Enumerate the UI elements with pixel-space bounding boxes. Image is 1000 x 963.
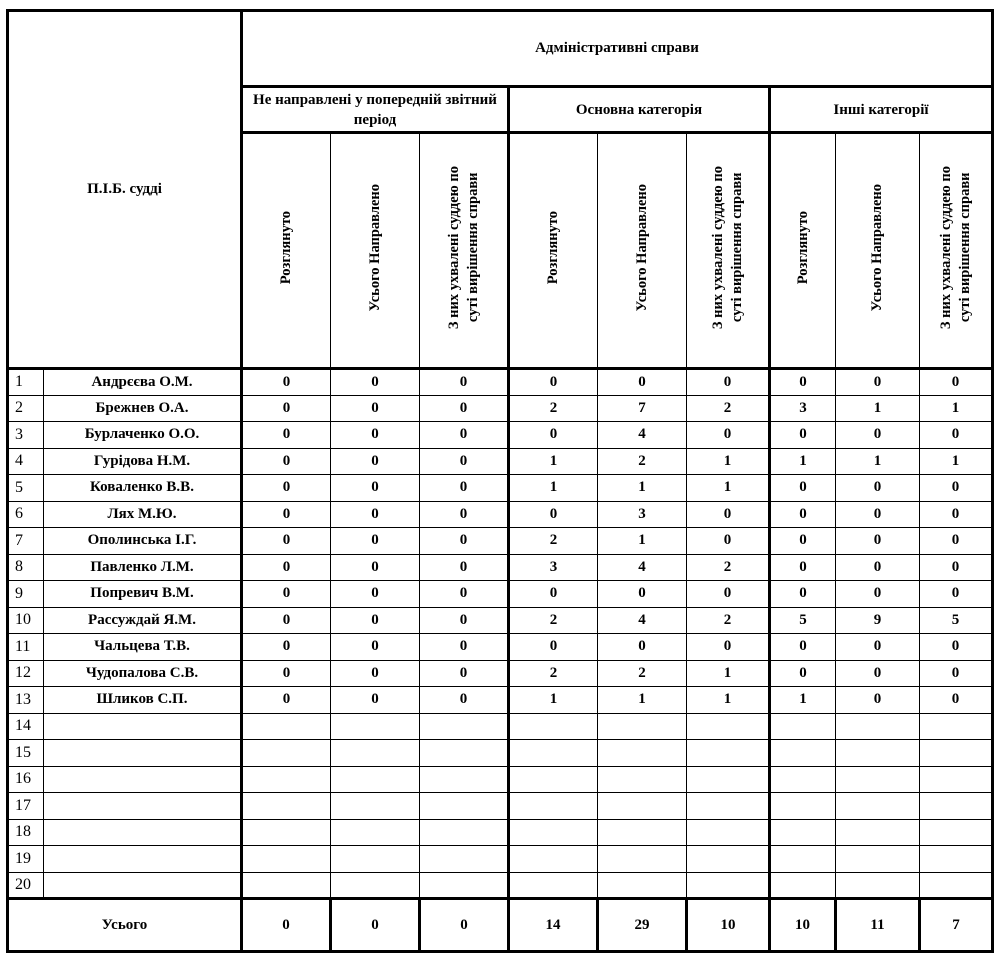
- sub-header-g1-c2: [331, 133, 420, 369]
- table-row: [8, 395, 993, 422]
- value-cell: 0: [598, 634, 687, 661]
- value-cell: 0: [836, 634, 920, 661]
- value-cell: [687, 846, 770, 873]
- sub-header-g3-c2: [836, 133, 920, 369]
- value-cell: 0: [331, 448, 420, 475]
- value-cell: 0: [836, 554, 920, 581]
- value-cell: 0: [687, 422, 770, 449]
- judge-name: Павленко Л.М.: [44, 554, 242, 581]
- value-cell: 0: [331, 369, 420, 396]
- value-cell: [331, 740, 420, 767]
- value-cell: 0: [331, 607, 420, 634]
- value-cell: [598, 740, 687, 767]
- value-cell: 4: [598, 554, 687, 581]
- admin-cases-table: [6, 9, 994, 953]
- value-cell: 0: [509, 369, 598, 396]
- value-cell: [331, 793, 420, 820]
- value-cell: 0: [836, 501, 920, 528]
- value-cell: [836, 740, 920, 767]
- table-row: [8, 422, 993, 449]
- sub-header-g2-c1: [509, 133, 598, 369]
- value-cell: 2: [598, 660, 687, 687]
- table-row: [8, 448, 993, 475]
- value-cell: 0: [836, 475, 920, 502]
- value-cell: 0: [687, 634, 770, 661]
- value-cell: 0: [509, 422, 598, 449]
- judge-name: [44, 740, 242, 767]
- value-cell: 0: [920, 501, 993, 528]
- table-row: [8, 634, 993, 661]
- row-number: 18: [8, 819, 44, 846]
- value-cell: [687, 793, 770, 820]
- value-cell: 1: [598, 475, 687, 502]
- value-cell: [598, 793, 687, 820]
- group-header-1: [242, 87, 509, 133]
- row-number: 13: [8, 687, 44, 714]
- value-cell: 4: [598, 422, 687, 449]
- value-cell: 0: [687, 581, 770, 608]
- value-cell: 1: [770, 448, 836, 475]
- judge-name-header-text: П.І.Б. судді: [87, 181, 162, 197]
- value-cell: 0: [598, 369, 687, 396]
- sub-header-g1-c1: [242, 133, 331, 369]
- judge-name: [44, 713, 242, 740]
- value-cell: 0: [920, 369, 993, 396]
- value-cell: 1: [509, 687, 598, 714]
- table-row: [8, 607, 993, 634]
- admin-cases-title: [242, 11, 993, 87]
- row-number: 1: [8, 369, 44, 396]
- total-value-cell: 10: [687, 899, 770, 952]
- value-cell: [920, 846, 993, 873]
- judge-name: [44, 793, 242, 820]
- sub-header-g3-c1: [770, 133, 836, 369]
- value-cell: 0: [770, 660, 836, 687]
- value-cell: [836, 766, 920, 793]
- row-number: 20: [8, 872, 44, 899]
- sub-header-text: З них ухвалені суддею по суті вирішення справи: [937, 166, 973, 330]
- judge-name: [44, 766, 242, 793]
- value-cell: [770, 819, 836, 846]
- value-cell: 0: [242, 448, 331, 475]
- judge-name: Чальцева Т.В.: [44, 634, 242, 661]
- value-cell: [770, 846, 836, 873]
- value-cell: [687, 713, 770, 740]
- value-cell: 0: [420, 634, 509, 661]
- value-cell: [242, 846, 331, 873]
- value-cell: 1: [687, 660, 770, 687]
- value-cell: 9: [836, 607, 920, 634]
- judge-name: Бурлаченко О.О.: [44, 422, 242, 449]
- value-cell: 0: [836, 687, 920, 714]
- value-cell: 0: [836, 369, 920, 396]
- total-value-cell: 0: [420, 899, 509, 952]
- value-cell: [509, 872, 598, 899]
- value-cell: [920, 740, 993, 767]
- table-row: [8, 660, 993, 687]
- value-cell: 5: [920, 607, 993, 634]
- judge-name: Брежнев О.А.: [44, 395, 242, 422]
- value-cell: [509, 740, 598, 767]
- value-cell: [836, 846, 920, 873]
- value-cell: [598, 819, 687, 846]
- sub-header-text: Усього Направлено: [869, 184, 885, 312]
- judge-name: Гурідова Н.М.: [44, 448, 242, 475]
- sub-header-g2-c2: [598, 133, 687, 369]
- value-cell: 5: [770, 607, 836, 634]
- value-cell: 0: [770, 528, 836, 555]
- value-cell: [242, 766, 331, 793]
- table-row: [8, 740, 993, 767]
- value-cell: 0: [420, 501, 509, 528]
- judge-name: [44, 819, 242, 846]
- value-cell: 1: [687, 475, 770, 502]
- sub-header-text: Розглянуто: [278, 211, 294, 285]
- value-cell: [509, 846, 598, 873]
- value-cell: [598, 713, 687, 740]
- value-cell: 1: [509, 448, 598, 475]
- value-cell: [687, 766, 770, 793]
- total-value-cell: 0: [242, 899, 331, 952]
- value-cell: 0: [770, 581, 836, 608]
- value-cell: [509, 793, 598, 820]
- value-cell: 2: [687, 607, 770, 634]
- value-cell: 0: [920, 660, 993, 687]
- judge-name: [44, 846, 242, 873]
- value-cell: [598, 846, 687, 873]
- value-cell: 0: [687, 528, 770, 555]
- judge-name: Коваленко В.В.: [44, 475, 242, 502]
- value-cell: 1: [770, 687, 836, 714]
- row-number: 16: [8, 766, 44, 793]
- value-cell: 0: [420, 369, 509, 396]
- value-cell: 0: [331, 554, 420, 581]
- value-cell: 0: [420, 422, 509, 449]
- value-cell: 2: [509, 607, 598, 634]
- table-row: [8, 713, 993, 740]
- table-row: [8, 528, 993, 555]
- value-cell: [770, 872, 836, 899]
- value-cell: 0: [331, 422, 420, 449]
- row-number: 10: [8, 607, 44, 634]
- value-cell: 0: [331, 660, 420, 687]
- group-header-text: Не направлені у попередній звітний період: [253, 91, 497, 128]
- value-cell: [242, 793, 331, 820]
- value-cell: [920, 819, 993, 846]
- value-cell: [770, 740, 836, 767]
- value-cell: 0: [420, 554, 509, 581]
- value-cell: 2: [509, 528, 598, 555]
- value-cell: 0: [242, 607, 331, 634]
- value-cell: [420, 872, 509, 899]
- value-cell: 0: [598, 581, 687, 608]
- judge-name-header: [8, 11, 242, 369]
- value-cell: 0: [242, 422, 331, 449]
- value-cell: [420, 766, 509, 793]
- row-number: 4: [8, 448, 44, 475]
- value-cell: [242, 740, 331, 767]
- value-cell: 0: [770, 501, 836, 528]
- value-cell: 1: [920, 395, 993, 422]
- value-cell: [331, 766, 420, 793]
- table-row: [8, 554, 993, 581]
- value-cell: 1: [598, 687, 687, 714]
- judge-name: Попревич В.М.: [44, 581, 242, 608]
- judge-name: Рассуждай Я.М.: [44, 607, 242, 634]
- group-header-text: Інші категорії: [833, 101, 929, 118]
- value-cell: 1: [836, 448, 920, 475]
- value-cell: 0: [420, 475, 509, 502]
- value-cell: 3: [770, 395, 836, 422]
- value-cell: [420, 819, 509, 846]
- total-value-cell: 11: [836, 899, 920, 952]
- value-cell: 0: [331, 475, 420, 502]
- admin-cases-title-text: Адміністративні справи: [535, 40, 699, 56]
- total-value-cell: 10: [770, 899, 836, 952]
- table-row: [8, 819, 993, 846]
- row-number: 19: [8, 846, 44, 873]
- group-header-3: [770, 87, 993, 133]
- value-cell: 0: [242, 475, 331, 502]
- value-cell: 0: [420, 395, 509, 422]
- value-cell: 0: [920, 475, 993, 502]
- value-cell: [687, 740, 770, 767]
- value-cell: 0: [242, 634, 331, 661]
- value-cell: [770, 766, 836, 793]
- value-cell: 2: [687, 395, 770, 422]
- value-cell: 1: [920, 448, 993, 475]
- value-cell: 0: [242, 660, 331, 687]
- value-cell: 0: [920, 634, 993, 661]
- value-cell: 2: [687, 554, 770, 581]
- value-cell: 0: [509, 581, 598, 608]
- sub-header-text: Розглянуто: [545, 211, 561, 285]
- row-number: 17: [8, 793, 44, 820]
- sub-header-g1-c3: [420, 133, 509, 369]
- value-cell: 0: [920, 687, 993, 714]
- sub-header-text: Розглянуто: [794, 211, 811, 285]
- value-cell: 0: [836, 422, 920, 449]
- sub-header-text: З них ухвалені суддею по суті вирішення справи: [445, 166, 481, 330]
- value-cell: [687, 872, 770, 899]
- value-cell: 3: [509, 554, 598, 581]
- sub-header-text: З них ухвалені суддею по суті вирішення справи: [709, 166, 745, 330]
- value-cell: [331, 713, 420, 740]
- value-cell: [509, 713, 598, 740]
- table-row: [8, 872, 993, 899]
- value-cell: 1: [509, 475, 598, 502]
- value-cell: [509, 819, 598, 846]
- value-cell: 0: [242, 528, 331, 555]
- value-cell: [420, 793, 509, 820]
- value-cell: 0: [770, 634, 836, 661]
- judge-name: Шликов С.П.: [44, 687, 242, 714]
- value-cell: [331, 846, 420, 873]
- value-cell: 0: [331, 501, 420, 528]
- value-cell: [770, 793, 836, 820]
- value-cell: [242, 819, 331, 846]
- value-cell: [920, 766, 993, 793]
- row-number: 14: [8, 713, 44, 740]
- value-cell: 0: [420, 607, 509, 634]
- value-cell: 0: [420, 528, 509, 555]
- value-cell: 0: [331, 528, 420, 555]
- value-cell: [242, 872, 331, 899]
- value-cell: 3: [598, 501, 687, 528]
- row-number: 2: [8, 395, 44, 422]
- value-cell: [836, 819, 920, 846]
- value-cell: [420, 713, 509, 740]
- value-cell: 1: [687, 687, 770, 714]
- value-cell: 0: [242, 581, 331, 608]
- row-number: 6: [8, 501, 44, 528]
- value-cell: 0: [836, 581, 920, 608]
- value-cell: 0: [420, 660, 509, 687]
- value-cell: 7: [598, 395, 687, 422]
- value-cell: [331, 872, 420, 899]
- judge-name: [44, 872, 242, 899]
- value-cell: 0: [770, 475, 836, 502]
- sub-header-g3-c3: [920, 133, 993, 369]
- total-value-cell: 29: [598, 899, 687, 952]
- table-row: [8, 846, 993, 873]
- table-row: [8, 581, 993, 608]
- value-cell: 0: [242, 554, 331, 581]
- judge-name: Чудопалова С.В.: [44, 660, 242, 687]
- value-cell: 0: [242, 369, 331, 396]
- row-number: 8: [8, 554, 44, 581]
- group-header-2: [509, 87, 770, 133]
- row-number: 15: [8, 740, 44, 767]
- row-number: 9: [8, 581, 44, 608]
- sub-header-text: Усього Направлено: [366, 184, 383, 312]
- value-cell: 0: [687, 501, 770, 528]
- sub-header-text: Усього Направлено: [633, 184, 650, 312]
- value-cell: [770, 713, 836, 740]
- value-cell: 1: [836, 395, 920, 422]
- value-cell: 4: [598, 607, 687, 634]
- value-cell: 0: [242, 395, 331, 422]
- value-cell: 0: [920, 528, 993, 555]
- sub-header-g2-c3: [687, 133, 770, 369]
- total-value-cell: 14: [509, 899, 598, 952]
- value-cell: [598, 766, 687, 793]
- value-cell: [331, 819, 420, 846]
- value-cell: 0: [836, 528, 920, 555]
- value-cell: 0: [420, 687, 509, 714]
- value-cell: 0: [420, 448, 509, 475]
- value-cell: [920, 793, 993, 820]
- table-row: [8, 501, 993, 528]
- value-cell: 0: [509, 501, 598, 528]
- total-value-cell: 7: [920, 899, 993, 952]
- value-cell: 2: [509, 660, 598, 687]
- value-cell: 0: [331, 687, 420, 714]
- table-row: [8, 475, 993, 502]
- value-cell: [920, 872, 993, 899]
- value-cell: [687, 819, 770, 846]
- value-cell: 0: [920, 554, 993, 581]
- value-cell: 0: [420, 581, 509, 608]
- value-cell: 0: [920, 422, 993, 449]
- value-cell: 0: [770, 369, 836, 396]
- value-cell: 0: [331, 634, 420, 661]
- value-cell: [836, 713, 920, 740]
- value-cell: 1: [687, 448, 770, 475]
- row-number: 5: [8, 475, 44, 502]
- value-cell: 0: [242, 687, 331, 714]
- value-cell: [920, 713, 993, 740]
- value-cell: 0: [920, 581, 993, 608]
- total-value-cell: 0: [331, 899, 420, 952]
- value-cell: [242, 713, 331, 740]
- value-cell: 0: [242, 501, 331, 528]
- row-number: 11: [8, 634, 44, 661]
- judge-name: Ополинська І.Г.: [44, 528, 242, 555]
- value-cell: [598, 872, 687, 899]
- total-row: [8, 899, 993, 952]
- table-row: [8, 766, 993, 793]
- value-cell: 0: [331, 395, 420, 422]
- value-cell: 0: [770, 422, 836, 449]
- report-table-wrapper: [6, 9, 994, 953]
- value-cell: 0: [836, 660, 920, 687]
- value-cell: 1: [598, 528, 687, 555]
- value-cell: [836, 793, 920, 820]
- table-row: [8, 369, 993, 396]
- value-cell: [836, 872, 920, 899]
- value-cell: 0: [331, 581, 420, 608]
- value-cell: [509, 766, 598, 793]
- value-cell: 0: [509, 634, 598, 661]
- table-row: [8, 793, 993, 820]
- table-row: [8, 687, 993, 714]
- total-label: Усього: [8, 899, 242, 952]
- row-number: 12: [8, 660, 44, 687]
- judge-name: Андрєєва О.М.: [44, 369, 242, 396]
- value-cell: [420, 846, 509, 873]
- row-number: 7: [8, 528, 44, 555]
- row-number: 3: [8, 422, 44, 449]
- judge-name: Лях М.Ю.: [44, 501, 242, 528]
- value-cell: 2: [598, 448, 687, 475]
- value-cell: 0: [687, 369, 770, 396]
- value-cell: 2: [509, 395, 598, 422]
- group-header-text: Основна категорія: [575, 101, 703, 118]
- value-cell: 0: [770, 554, 836, 581]
- value-cell: [420, 740, 509, 767]
